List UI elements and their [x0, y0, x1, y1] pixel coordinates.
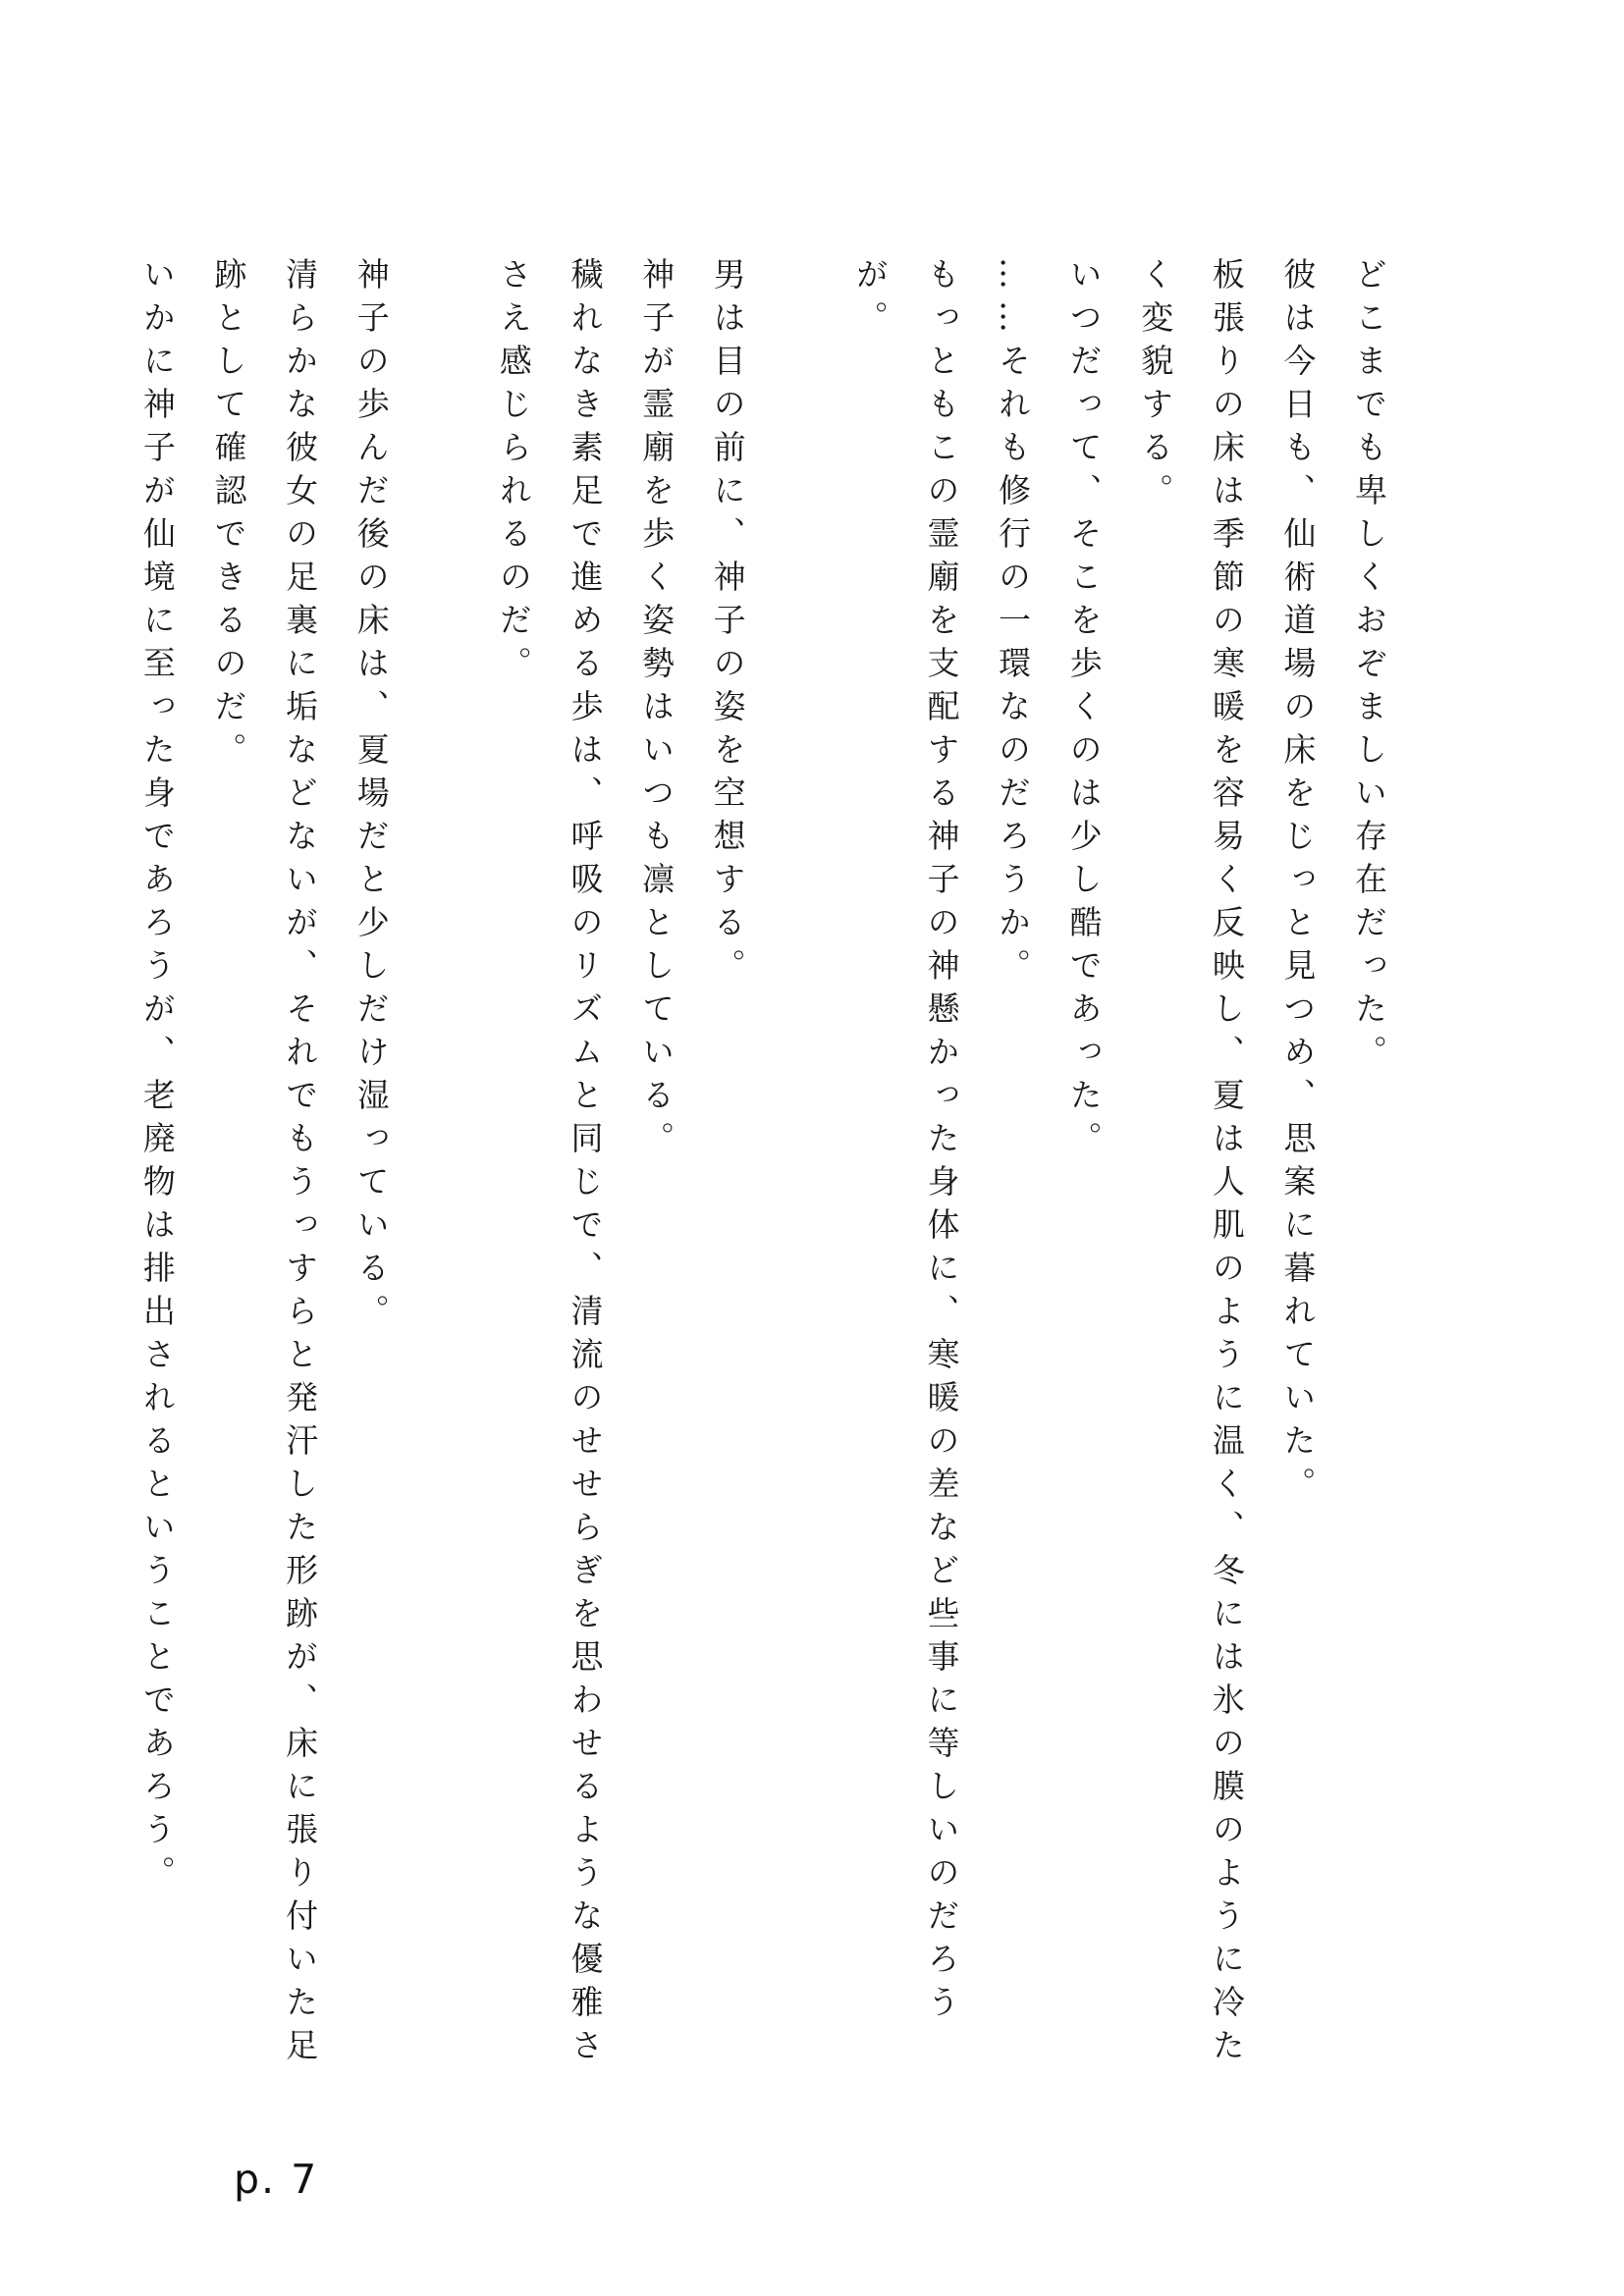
blank-line [406, 257, 478, 2093]
paragraph: 板張りの床は季節の寒暖を容易く反映し、夏は人肌のように温く、冬には氷の膜のように冷たく変貌する。 [1136, 257, 1246, 2071]
paragraph: 神子の歩んだ後の床は、夏場だと少しだけ湿っている。 [352, 257, 391, 1337]
paragraph: 男は目の前に、神子の姿を空想する。 [708, 257, 747, 991]
paragraph: もっともこの霊廟を支配する神子の神懸かった身体に、寒暖の差など些事に等しいのだろうが。 [850, 257, 961, 2028]
blank-line [763, 257, 835, 2093]
paragraph: ……それも修行の一環なのだろうか。 [994, 257, 1033, 991]
paragraph: いつだって、そこを歩くのは少し酷であった。 [1064, 257, 1104, 1164]
paragraph: 清らかな彼女の足裏に垢などないが、それでもうっすらと発汗した形跡が、床に張り付いた足跡として確認できるのだ。 [209, 257, 320, 2071]
paragraph: 神子が霊廟を歩く姿勢はいつも凛としている。 [637, 257, 677, 1164]
paragraph: いかに神子が仙境に至った身であろうが、老廃物は排出されるということであろう。 [137, 257, 177, 1898]
paragraph: どこまでも卑しくおぞましい存在だった。 [1350, 257, 1388, 1078]
page-number: p. 7 [234, 2156, 319, 2203]
paragraph: 彼は今日も、仙術道場の床をじっと見つめ、思案に暮れていた。 [1278, 257, 1318, 1510]
paragraph: 穢れなき素足で進める歩は、呼吸のリズムと同じで、清流のせせらぎを思わせるような優雅ささえ感じられるのだ。 [494, 257, 605, 2071]
body-text-vertical [137, 257, 1404, 2093]
